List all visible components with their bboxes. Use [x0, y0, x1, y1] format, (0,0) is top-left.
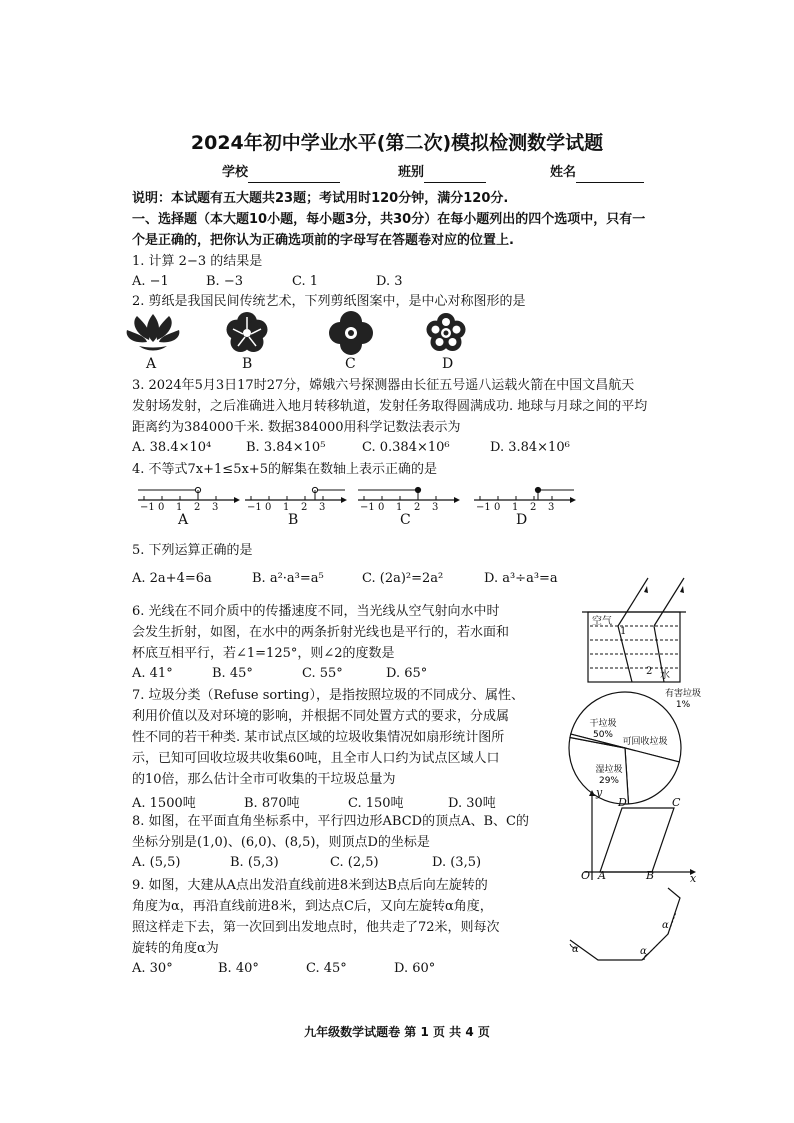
q7-line5: 的10倍，那么估计全市可收集的干垃圾总量为 [132, 772, 396, 787]
q3-option-c: C. 0.384×10⁶ [362, 440, 450, 455]
q2-stem: 2. 剪纸是我国民间传统艺术，下列剪纸图案中，是中心对称图形的是 [132, 294, 526, 309]
q5-option-b: B. a²·a³=a⁵ [252, 571, 324, 586]
q2-option-d: D [442, 356, 454, 372]
q7-option-c: C. 150吨 [348, 796, 404, 811]
q8-point-d-label: D [618, 796, 627, 809]
q2-option-b: B [242, 356, 253, 372]
q6-water-label: 水 [660, 670, 670, 681]
q7-line2: 利用价值以及对环境的影响，并根据不同处置方式的要求，分成属 [132, 709, 510, 724]
q7-option-b: B. 870吨 [244, 796, 300, 811]
q8-point-a-label: A [598, 869, 606, 882]
q6-option-c: C. 55° [302, 666, 343, 681]
q4-stem: 4. 不等式7x+1≤5x+5的解集在数轴上表示正确的是 [132, 462, 437, 477]
q4-option-d: D [516, 512, 528, 528]
tick-label: 0 [494, 502, 501, 513]
q4-option-c: C [400, 512, 411, 528]
pie-slice-label: 湿垃圾 [595, 765, 623, 775]
q3-line2: 发射场发射，之后准确进入地月转移轨道，发射任务取得圆满成功. 地球与月球之间的平均 [132, 399, 648, 414]
pie-value-label: 50% [592, 730, 614, 740]
pie-slice-label: 干垃圾 [589, 719, 617, 729]
q8-origin-label: O [581, 869, 591, 882]
q2-option-c: C [345, 356, 356, 372]
q1-stem: 1. 计算 2−3 的结果是 [132, 254, 263, 269]
q9-line1: 9. 如图，大建从A点出发沿直线前进8米到达B点后向左旋转的 [132, 878, 488, 893]
tick-label: 0 [378, 502, 385, 513]
tick-label: 1 [176, 502, 183, 513]
q9-alpha-label-1: α [572, 944, 579, 955]
q6-option-a: A. 41° [132, 666, 173, 681]
q4-option-b: B [288, 512, 299, 528]
section1-line2: 个是正确的，把你认为正确选项前的字母写在答题卷对应的位置上. [132, 233, 514, 248]
tick-label: 1 [512, 502, 519, 513]
q8-option-d: D. (3,5) [432, 855, 482, 870]
tick-label: −1 [360, 502, 375, 513]
q5-option-d: D. a³÷a³=a [484, 571, 558, 586]
tick-label: 3 [212, 502, 219, 513]
tick-label: 2 [194, 502, 201, 513]
q1-option-b: B. −3 [206, 274, 243, 289]
tick-label: −1 [247, 502, 262, 513]
q7-line3: 性不同的若干种类. 某市试点区域的垃圾收集情况如扇形统计图所 [132, 730, 505, 745]
q8-option-c: C. (2,5) [330, 855, 379, 870]
q9-option-d: D. 60° [394, 961, 436, 976]
pie-slice-label: 可回收垃圾 [622, 737, 668, 747]
q5-option-c: C. (2a)²=2a² [362, 571, 444, 586]
q7-line4: 示，已知可回收垃圾共收集60吨，且全市人口约为试点区域人口 [132, 751, 500, 766]
q6-angle1-label: 1 [620, 626, 627, 637]
q8-line1: 8. 如图，在平面直角坐标系中，平行四边形ABCD的顶点A、B、C的 [132, 814, 529, 829]
tick-label: −1 [140, 502, 155, 513]
q6-angle2-label: 2 [646, 666, 653, 677]
q5-option-a: A. 2a+4=6a [132, 571, 212, 586]
page-footer: 九年级数学试题卷 第 1 页 共 4 页 [304, 1025, 490, 1039]
q9-option-b: B. 40° [218, 961, 259, 976]
school-label: 学校 [222, 165, 249, 180]
q8-point-c-label: C [672, 796, 681, 809]
q3-line1: 3. 2024年5月3日17时27分，嫦娥六号探测器由长征五号遥八运载火箭在中国文昌航天 [132, 378, 635, 393]
class-label: 班别 [398, 165, 425, 180]
q8-point-b-label: B [646, 869, 655, 882]
q8-line2: 坐标分别是(1,0)、(6,0)、(8,5)，则顶点D的坐标是 [132, 835, 430, 850]
q3-option-b: B. 3.84×10⁵ [246, 440, 326, 455]
tick-label: −1 [476, 502, 491, 513]
q6-line1: 6. 光线在不同介质中的传播速度不同，当光线从空气射向水中时 [132, 604, 500, 619]
pie-value-label: 29% [598, 776, 620, 786]
q9-alpha-label-3: α [662, 920, 669, 931]
q4-option-a: A [178, 512, 189, 528]
q6-air-label: 空气 [592, 616, 612, 627]
q7-option-d: D. 30吨 [448, 796, 496, 811]
page-title: 2024年初中学业水平(第二次)模拟检测数学试题 [190, 132, 604, 154]
tick-label: 1 [396, 502, 403, 513]
tick-label: 3 [319, 502, 326, 513]
q1-option-a: A. −1 [132, 274, 169, 289]
q3-option-d: D. 3.84×10⁶ [490, 440, 570, 455]
q3-option-a: A. 38.4×10⁴ [132, 440, 212, 455]
q7-option-a: A. 1500吨 [132, 796, 196, 811]
q8-option-b: B. (5,3) [230, 855, 279, 870]
name-label: 姓名 [550, 165, 577, 180]
q1-option-c: C. 1 [292, 274, 319, 289]
tick-label: 3 [432, 502, 439, 513]
q9-line2: 角度为α，再沿直线前进8米，到达点C后，又向左旋转α角度， [132, 899, 493, 914]
tick-label: 2 [301, 502, 308, 513]
tick-label: 2 [414, 502, 421, 513]
q5-stem: 5. 下列运算正确的是 [132, 543, 253, 558]
q3-line3: 距离约为384000千米. 数据384000用科学记数法表示为 [132, 420, 461, 435]
q6-line2: 会发生折射，如图，在水中的两条折射光线也是平行的，若水面和 [132, 625, 510, 640]
tick-label: 0 [265, 502, 272, 513]
q6-option-d: D. 65° [386, 666, 428, 681]
tick-label: 3 [548, 502, 555, 513]
q8-option-a: A. (5,5) [132, 855, 181, 870]
q6-option-b: B. 45° [212, 666, 253, 681]
q1-option-d: D. 3 [376, 274, 403, 289]
pie-slice-label: 有害垃圾 [664, 689, 702, 699]
q9-option-a: A. 30° [132, 961, 173, 976]
q6-line3: 杯底互相平行，若∠1=125°，则∠2的度数是 [132, 646, 395, 661]
tick-label: 0 [158, 502, 165, 513]
q9-line3: 照这样走下去，第一次回到出发地点时，他共走了72米，则每次 [132, 920, 500, 935]
q9-alpha-label-2: α [640, 946, 647, 957]
instructions: 说明：本试题有五大题共23题；考试用时120分钟，满分120分. [132, 191, 509, 206]
q8-y-label: y [596, 786, 603, 799]
pie-value-label: 1% [675, 700, 691, 710]
tick-label: 1 [283, 502, 290, 513]
q2-option-a: A [146, 356, 157, 372]
q9-option-c: C. 45° [306, 961, 347, 976]
q8-x-label: x [690, 872, 697, 885]
section1-line1: 一、选择题（本大题10小题，每小题3分，共30分）在每小题列出的四个选项中，只有一 [132, 212, 646, 227]
tick-label: 2 [530, 502, 537, 513]
q9-line4: 旋转的角度α为 [132, 941, 219, 956]
q7-line1: 7. 垃圾分类（Refuse sorting），是指按照垃圾的不同成分、属性、 [132, 688, 524, 703]
